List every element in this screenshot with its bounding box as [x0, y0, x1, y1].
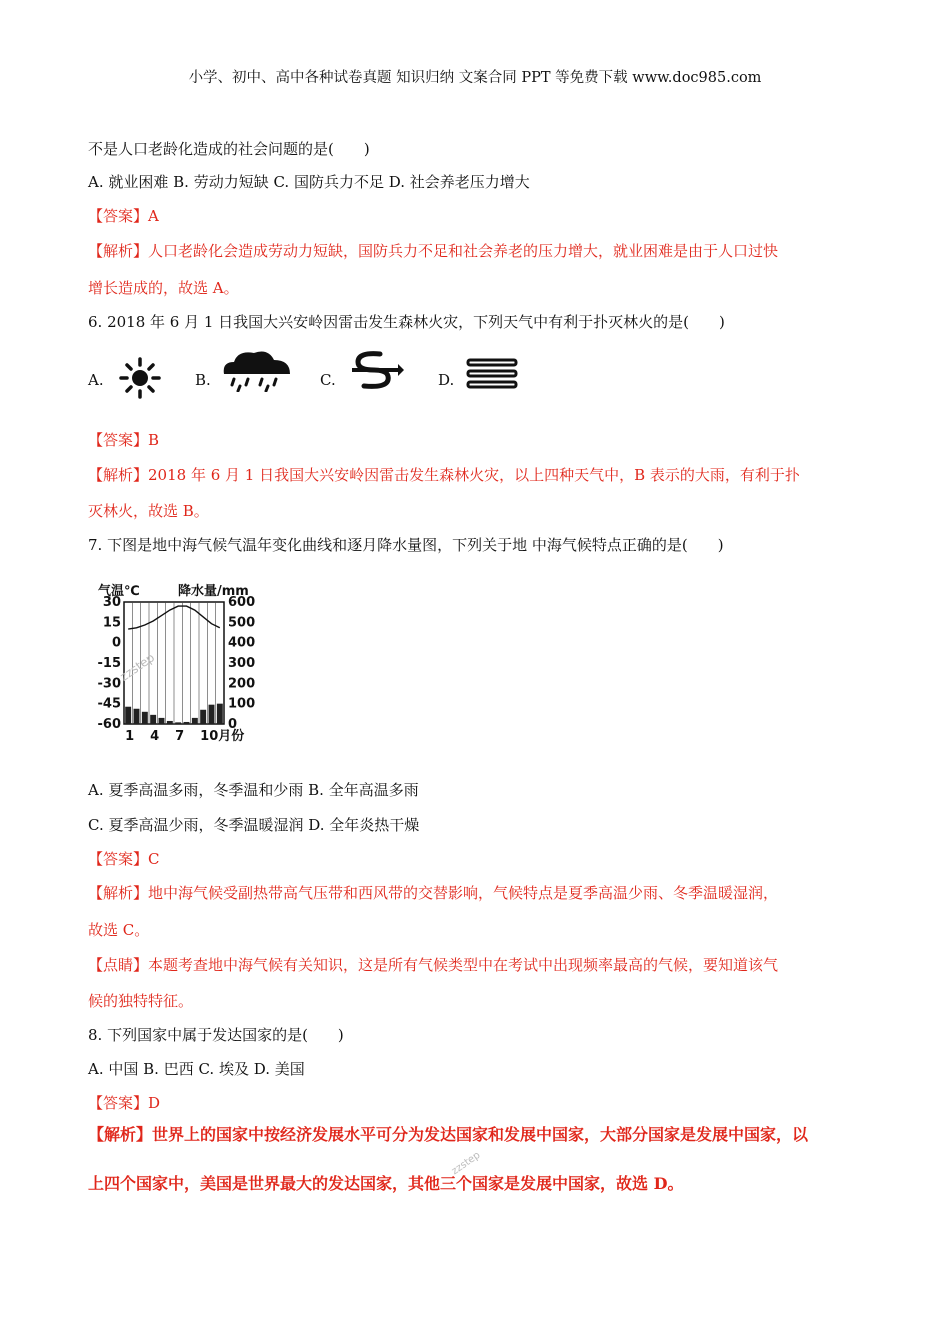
q7-comment-line2: 候的独特特征。 [88, 992, 194, 1010]
chart-plot [88, 578, 268, 750]
precipitation-bar [134, 709, 140, 724]
chart-left-tick-label: -15 [97, 656, 121, 671]
q6-option-c-label: C. [320, 371, 336, 389]
chart-x-tick-label: 7 [175, 729, 185, 744]
q6-analysis-line1: 【解析】2018 年 6 月 1 日我国大兴安岭因雷击发生森林火灾，以上四种天气中，B 表示的大雨，有利于扑 [88, 466, 800, 484]
chart-right-tick-label: 200 [228, 676, 256, 692]
q8-analysis-line2: 上四个国家中，美国是世界最大的发达国家，其他三个国家是发展中国家，故选 D。 [88, 1174, 684, 1193]
watermark-2: zzstep [449, 1149, 483, 1178]
q5-options: A. 就业困难 B. 劳动力短缺 C. 国防兵力不足 D. 社会养老压力增大 [88, 173, 530, 191]
chart-left-tick-label: -45 [97, 696, 121, 712]
precipitation-bar [217, 704, 223, 724]
heavy-rain-icon [218, 348, 294, 392]
q5-stem: 不是人口老龄化造成的社会问题的是( ) [88, 140, 370, 158]
precipitation-bar [142, 712, 148, 724]
chart-right-tick-label: 100 [228, 696, 256, 712]
q7-stem: 7. 下图是地中海气候气温年变化曲线和逐月降水量图，下列关于地 中海气候特点正确的是( ) [88, 536, 724, 554]
chart-left-tick-label: 0 [111, 635, 121, 651]
chart-left-tick-label: 15 [102, 615, 121, 631]
q8-answer: 【答案】D [88, 1094, 161, 1112]
chart-x-tick-label: 10月份 [200, 729, 245, 744]
fog-icon [466, 358, 518, 390]
q7-analysis-line1: 【解析】地中海气候受副热带高气压带和西风带的交替影响，气候特点是夏季高温少雨、冬季温暖湿润， [88, 884, 779, 902]
q7-comment-line1: 【点睛】本题考查地中海气候有关知识，这是所有气候类型中在考试中出现频率最高的气候，要知道该气 [88, 956, 779, 974]
q5-analysis-line2: 增长造成的，故选 A。 [88, 279, 239, 297]
q6-answer: 【答案】B [88, 431, 160, 449]
q8-options: A. 中国 B. 巴西 C. 埃及 D. 美国 [88, 1060, 305, 1078]
q7-options-ab: A. 夏季高温多雨，冬季温和少雨 B. 全年高温多雨 [88, 781, 419, 799]
precipitation-bar [192, 718, 198, 724]
sunny-icon [114, 356, 166, 400]
q6-option-a-label: A. [88, 371, 104, 389]
chart-left-tick-label: 30 [102, 595, 121, 610]
q7-analysis-line2: 故选 C。 [88, 921, 150, 939]
watermark: zzstep [117, 650, 158, 684]
q5-analysis-line1: 【解析】人口老龄化会造成劳动力短缺，国防兵力不足和社会养老的压力增大，就业困难是由于人口过快 [88, 242, 779, 260]
chart-right-tick-label: 400 [228, 635, 256, 651]
precipitation-bar [150, 715, 156, 724]
chart-right-tick-label: 600 [228, 595, 256, 610]
q6-stem: 6. 2018 年 6 月 1 日我国大兴安岭因雷击发生森林火灾，下列天气中有利于扑灭林火的是( ) [88, 313, 725, 331]
chart-x-tick-label: 1 [125, 729, 135, 744]
precipitation-bar [159, 718, 165, 724]
q5-answer: 【答案】A [88, 207, 159, 225]
precipitation-bar [184, 722, 190, 724]
precipitation-bar [125, 707, 131, 724]
q8-stem: 8. 下列国家中属于发达国家的是( ) [88, 1026, 344, 1044]
chart-left-axis-label: 气温℃ [98, 584, 140, 599]
chart-right-tick-label: 500 [228, 615, 256, 631]
typhoon-icon [348, 348, 404, 392]
page-header: 小学、初中、高中各种试卷真题 知识归纳 文案合同 PPT 等免费下载 www.doc985.com [188, 70, 762, 86]
precipitation-bar [167, 721, 173, 724]
chart-left-tick-label: -30 [97, 676, 121, 692]
chart-x-tick-label: 4 [150, 729, 160, 744]
q6-option-b-label: B. [195, 371, 211, 389]
precipitation-bar [209, 705, 215, 724]
chart-right-tick-label: 0 [228, 717, 238, 732]
q6-option-d-label: D. [438, 371, 455, 389]
q7-options-cd: C. 夏季高温少雨，冬季温暖湿润 D. 全年炎热干燥 [88, 816, 420, 834]
q8-analysis-line1: 【解析】世界上的国家中按经济发展水平可分为发达国家和发展中国家，大部分国家是发展中国家，以 [88, 1125, 809, 1144]
chart-right-axis-label: 降水量/mm [178, 584, 249, 599]
chart-left-tick-label: -60 [97, 717, 121, 732]
precipitation-bar [175, 722, 181, 724]
q7-answer: 【答案】C [88, 850, 160, 868]
q6-analysis-line2: 灭林火，故选 B。 [88, 502, 209, 520]
chart-right-tick-label: 300 [228, 656, 256, 671]
precipitation-bar [200, 710, 206, 724]
climate-chart [88, 578, 268, 750]
